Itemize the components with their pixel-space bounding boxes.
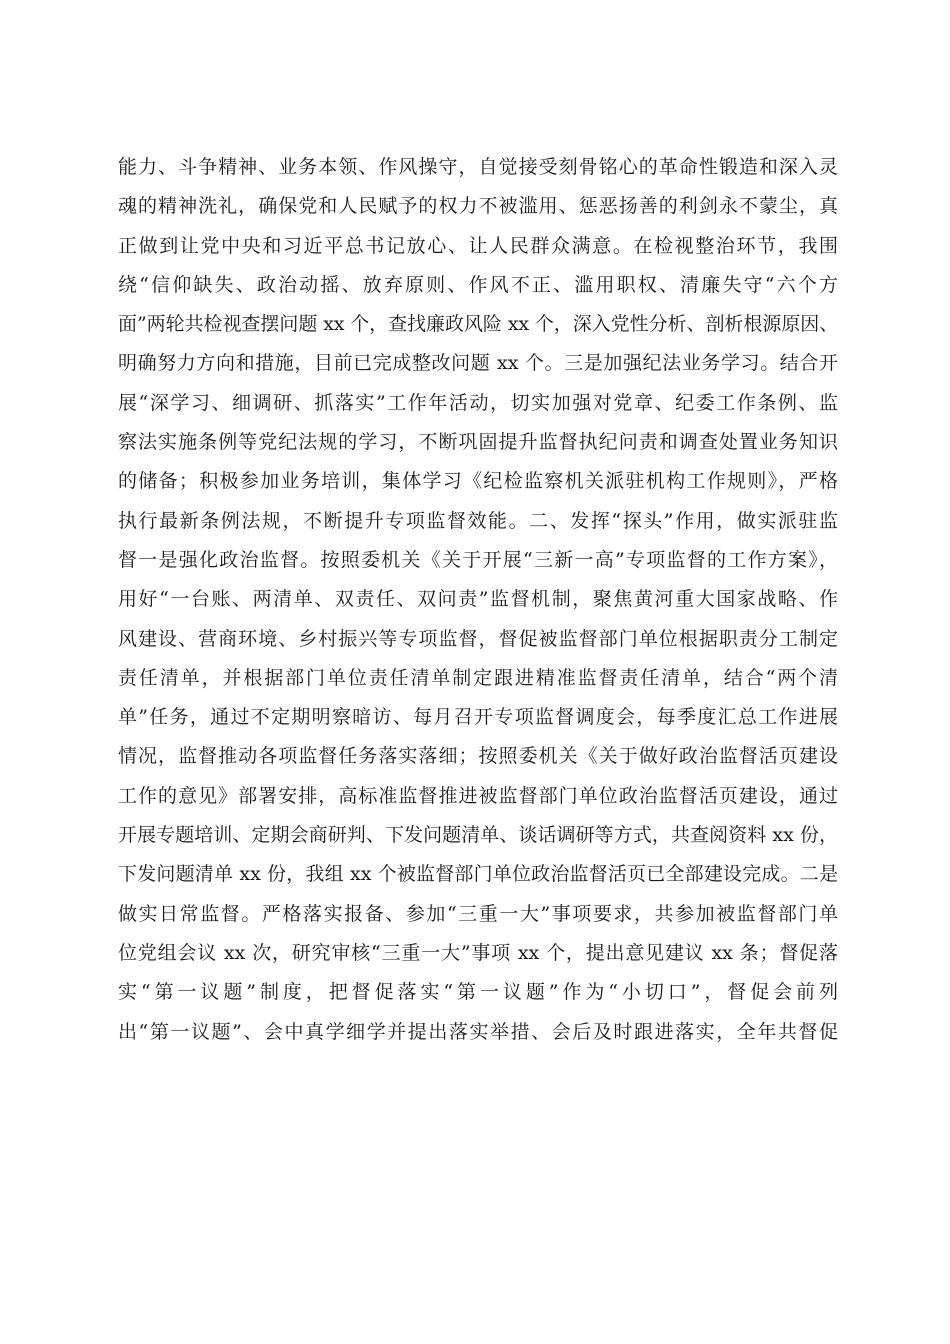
text-line: 风建设、营商环境、乡村振兴等专项监督，督促被监督部门单位根据职责分工制定 xyxy=(118,627,838,650)
text-line: 开展专题培训、定期会商研判、下发问题清单、谈话调研等方式，共查阅资料 xx 份， xyxy=(118,824,838,847)
text-line: 面”两轮共检视查摆问题 xx 个，查找廉政风险 xx 个，深入党性分析、剖析根源原因、 xyxy=(118,313,838,336)
text-line: 的储备；积极参加业务培训，集体学习《纪检监察机关派驻机构工作规则》，严格 xyxy=(118,470,838,493)
body-text xyxy=(118,148,838,1052)
text-line: 做实日常监督。严格落实报备、参加“三重一大”事项要求，共参加被监督部门单 xyxy=(118,902,838,925)
text-line: 工作的意见》部署安排，高标准监督推进被监督部门单位政治监督活页建设，通过 xyxy=(118,784,838,807)
text-line: 下发问题清单 xx 份，我组 xx 个被监督部门单位政治监督活页已全部建设完成。二是 xyxy=(118,863,838,886)
text-line: 位党组会议 xx 次，研究审核“三重一大”事项 xx 个，提出意见建议 xx 条；督促落 xyxy=(118,941,838,964)
text-line: 实“第一议题”制度，把督促落实“第一议题”作为“小切口”，督促会前列 xyxy=(118,981,838,1004)
text-line: 责任清单，并根据部门单位责任清单制定跟进精准监督责任清单，结合“两个清 xyxy=(118,666,838,689)
text-line: 单”任务，通过不定期明察暗访、每月召开专项监督调度会，每季度汇总工作进展 xyxy=(118,706,838,729)
text-line: 出“第一议题”、会中真学细学并提出落实举措、会后及时跟进落实，全年共督促 xyxy=(118,1020,838,1043)
text-line: 执行最新条例法规，不断提升专项监督效能。二、发挥“探头”作用，做实派驻监 xyxy=(118,509,838,532)
text-line: 情况，监督推动各项监督任务落实落细；按照委机关《关于做好政治监督活页建设 xyxy=(118,745,838,768)
text-line: 明确努力方向和措施，目前已完成整改问题 xx 个。三是加强纪法业务学习。结合开 xyxy=(118,352,838,375)
text-line: 察法实施条例等党纪法规的学习，不断巩固提升监督执纪问责和调查处置业务知识 xyxy=(118,431,838,454)
text-line: 展“深学习、细调研、抓落实”工作年活动，切实加强对党章、纪委工作条例、监 xyxy=(118,391,838,414)
text-line: 绕“信仰缺失、政治动摇、放弃原则、作风不正、滥用职权、清廉失守“六个方 xyxy=(118,273,838,296)
text-line: 能力、斗争精神、业务本领、作风操守，自觉接受刻骨铭心的革命性锻造和深入灵 xyxy=(118,156,838,178)
text-line: 督一是强化政治监督。按照委机关《关于开展“三新一高”专项监督的工作方案》， xyxy=(118,548,838,571)
text-line: 魂的精神洗礼，确保党和人民赋予的权力不被滥用、惩恶扬善的利剑永不蒙尘，真 xyxy=(118,195,838,218)
text-line: 正做到让党中央和习近平总书记放心、让人民群众满意。在检视整治环节，我围 xyxy=(118,234,838,257)
text-line: 用好“一台账、两清单、双责任、双问责”监督机制，聚焦黄河重大国家战略、作 xyxy=(118,588,838,611)
